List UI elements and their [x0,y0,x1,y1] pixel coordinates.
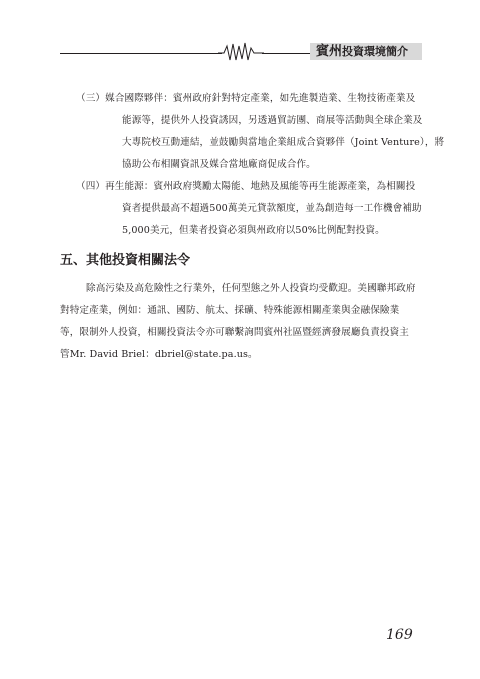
header-title-main: 賓州 [316,44,343,59]
header-rule-left [60,53,222,54]
section-heading: 五、其他投資相關法令 [60,253,191,268]
item-3-line-3: 大專院校互動連結，並鼓勵與當地企業組成合資夥伴（Joint Venture），將 [122,137,445,148]
item-3-line-2: 能源等，提供外人投資誘因，另透過貿訪團、商展等活動與全球企業及 [122,115,423,126]
section-paragraph-line-1: 除高污染及高危險性之行業外，任何型態之外人投資均受歡迎。美國聯邦政府 [86,283,416,294]
running-header-title [310,43,422,60]
section-paragraph-line-2: 對特定產業，例如：通訊、國防、航太、採礦、特殊能源相關產業與金融保險業 [60,305,400,316]
item-4-line-1: （四）再生能源：賓州政府獎勵太陽能、地熱及風能等再生能源產業，為相關投 [76,181,416,192]
item-3-line-1: （三）媒合國際夥伴：賓州政府針對特定產業，如先進製造業、生物技術產業及 [76,93,416,104]
header-rule-right [262,53,310,54]
page-number: 169 [386,627,413,643]
header-wave-icon [218,40,264,64]
section-paragraph-line-4: 管Mr. David Briel：dbriel@state.pa.us。 [60,349,258,360]
item-3-line-4: 協助公布相關資訊及媒合當地廠商促成合作。 [122,159,316,170]
header-title-sub: 投資環境簡介 [342,45,409,58]
section-paragraph-line-3: 等，限制外人投資，相關投資法令亦可聯繫詢問賓州社區暨經濟發展廳負責投資主 [60,327,409,338]
item-4-line-3: 5,000美元，但業者投資必須與州政府以50%比例配對投資。 [122,225,385,236]
item-4-line-2: 資者提供最高不超過500萬美元貸款額度，並為創造每一工作機會補助 [122,203,422,214]
